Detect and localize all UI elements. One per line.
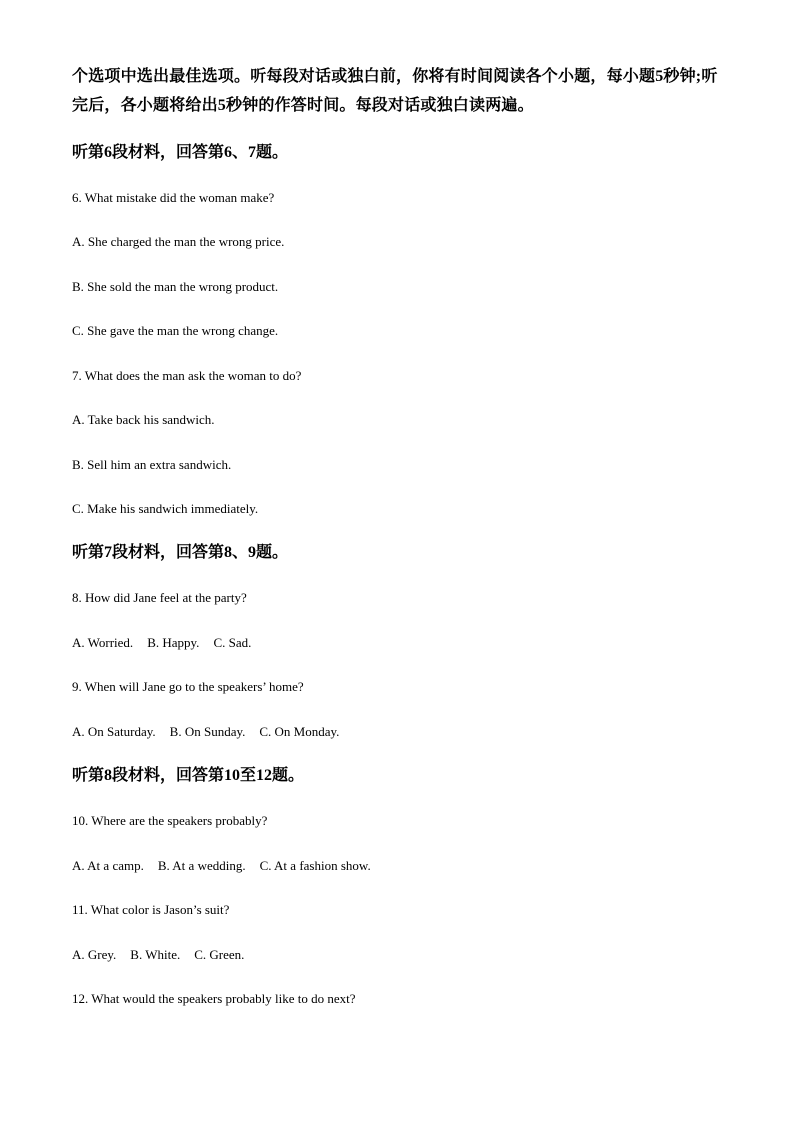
question-6-option-c: C. She gave the man the wrong change. <box>72 323 279 338</box>
question-8-option-b: B. Happy. <box>147 635 200 650</box>
question-6-option-a: A. She charged the man the wrong price. <box>72 234 285 249</box>
question-11-options <box>72 947 258 963</box>
question-6: 6. What mistake did the woman make? <box>72 190 275 205</box>
question-11-option-c: C. Green. <box>194 947 245 962</box>
question-7-option-c: C. Make his sandwich immediately. <box>72 501 259 516</box>
question-9: 9. When will Jane go to the speakers’ home? <box>72 679 304 694</box>
question-12: 12. What would the speakers probably like to do next? <box>72 991 356 1006</box>
question-10-option-c: C. At a fashion show. <box>259 858 371 873</box>
question-11: 11. What color is Jason’s suit? <box>72 902 230 917</box>
question-8-options <box>72 635 265 651</box>
question-7-option-a: A. Take back his sandwich. <box>72 412 215 427</box>
section-heading-8: 听第8段材料，回答第10至12题。 <box>72 767 305 784</box>
question-8-option-c: C. Sad. <box>213 635 252 650</box>
intro-block <box>72 62 732 120</box>
question-10-options <box>72 858 385 874</box>
section-heading-7: 听第7段材料，回答第8、9题。 <box>72 544 289 561</box>
question-9-option-b: B. On Sunday. <box>169 724 246 739</box>
question-7-option-b: B. Sell him an extra sandwich. <box>72 457 232 472</box>
question-7: 7. What does the man ask the woman to do? <box>72 368 302 383</box>
question-9-option-c: C. On Monday. <box>259 724 340 739</box>
intro-line-1: 个选项中选出最佳选项。听每段对话或独白前，你将有时间阅读各个小题，每小题5秒钟;听 <box>72 68 718 85</box>
question-10: 10. Where are the speakers probably? <box>72 813 268 828</box>
question-10-option-b: B. At a wedding. <box>157 858 246 873</box>
question-11-option-a: A. Grey. <box>72 947 117 962</box>
question-10-option-a: A. At a camp. <box>72 858 144 873</box>
section-heading-6: 听第6段材料，回答第6、7题。 <box>72 144 289 161</box>
intro-line-2: 完后，各小题将给出5秒钟的作答时间。每段对话或独白读两遍。 <box>72 97 534 114</box>
question-9-option-a: A. On Saturday. <box>72 724 156 739</box>
question-8: 8. How did Jane feel at the party? <box>72 590 247 605</box>
question-8-option-a: A. Worried. <box>72 635 134 650</box>
question-6-option-b: B. She sold the man the wrong product. <box>72 279 279 294</box>
question-9-options <box>72 724 353 740</box>
question-11-option-b: B. White. <box>130 947 181 962</box>
